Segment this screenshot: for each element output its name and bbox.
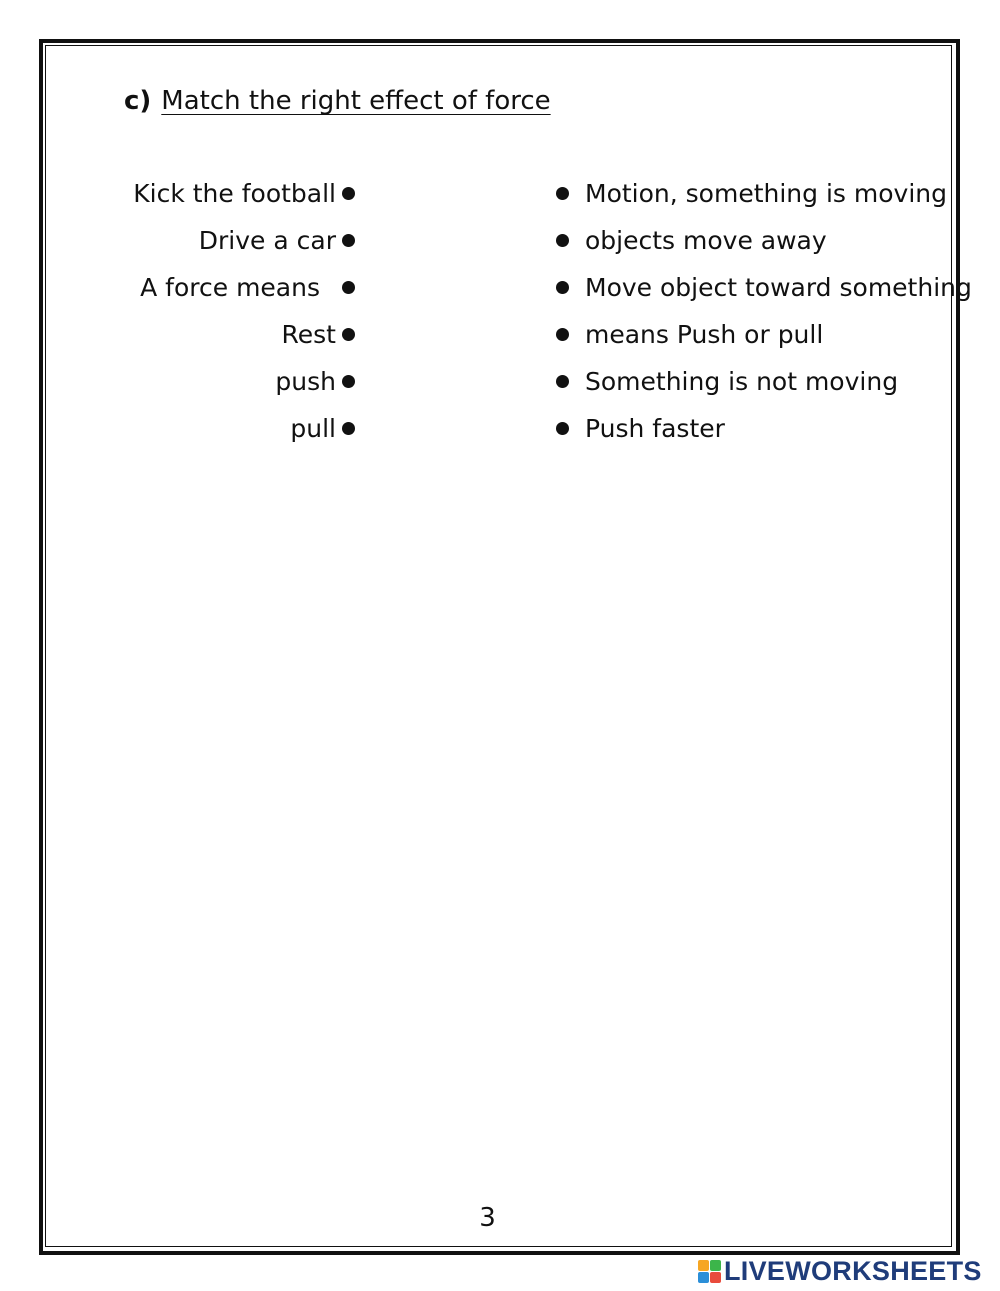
match-dot-left-2[interactable] [342, 234, 355, 247]
right-match-label: Push faster [585, 414, 725, 443]
right-match-label: Motion, something is moving [585, 179, 947, 208]
match-dot-left-5[interactable] [342, 375, 355, 388]
right-match-label: Something is not moving [585, 367, 899, 396]
right-match-label: means Push or pull [585, 320, 824, 349]
left-match-label: Drive a car [198, 226, 336, 255]
match-dot-right-2[interactable] [556, 234, 569, 247]
right-match-item [556, 217, 972, 264]
section-letter: c) [124, 86, 152, 116]
right-match-item [556, 358, 972, 405]
right-match-item [556, 170, 972, 217]
right-match-item [556, 311, 972, 358]
match-dot-left-1[interactable] [342, 187, 355, 200]
logo-square [710, 1260, 721, 1271]
right-match-item [556, 264, 972, 311]
logo-square [698, 1260, 709, 1271]
match-dot-left-3[interactable] [342, 281, 355, 294]
logo-square [710, 1272, 721, 1283]
left-match-item [133, 217, 355, 264]
match-dot-right-3[interactable] [556, 281, 569, 294]
exercise-heading [124, 84, 551, 118]
liveworksheets-brand [698, 1256, 982, 1286]
right-match-label: objects move away [585, 226, 827, 255]
match-dot-right-6[interactable] [556, 422, 569, 435]
left-match-label: A force means [140, 273, 320, 302]
left-match-column [133, 170, 355, 452]
logo-square [698, 1272, 709, 1283]
brand-name: LIVEWORKSHEETS [724, 1255, 982, 1286]
right-match-item [556, 405, 972, 452]
liveworksheets-logo-icon [698, 1260, 721, 1283]
match-dot-right-1[interactable] [556, 187, 569, 200]
match-dot-right-5[interactable] [556, 375, 569, 388]
match-dot-left-4[interactable] [342, 328, 355, 341]
match-dot-right-4[interactable] [556, 328, 569, 341]
left-match-item [133, 170, 355, 217]
left-match-item [133, 264, 355, 311]
left-match-item [133, 311, 355, 358]
left-match-label: Kick the football [133, 179, 336, 208]
match-dot-left-6[interactable] [342, 422, 355, 435]
exercise-title: Match the right effect of force [161, 86, 551, 116]
left-match-label: push [275, 367, 336, 396]
left-match-item [133, 358, 355, 405]
page-number: 3 [479, 1203, 496, 1233]
left-match-item [133, 405, 355, 452]
left-match-label: Rest [281, 320, 336, 349]
right-match-column [556, 170, 972, 452]
left-match-label: pull [290, 414, 336, 443]
right-match-label: Move object toward something [585, 273, 972, 302]
